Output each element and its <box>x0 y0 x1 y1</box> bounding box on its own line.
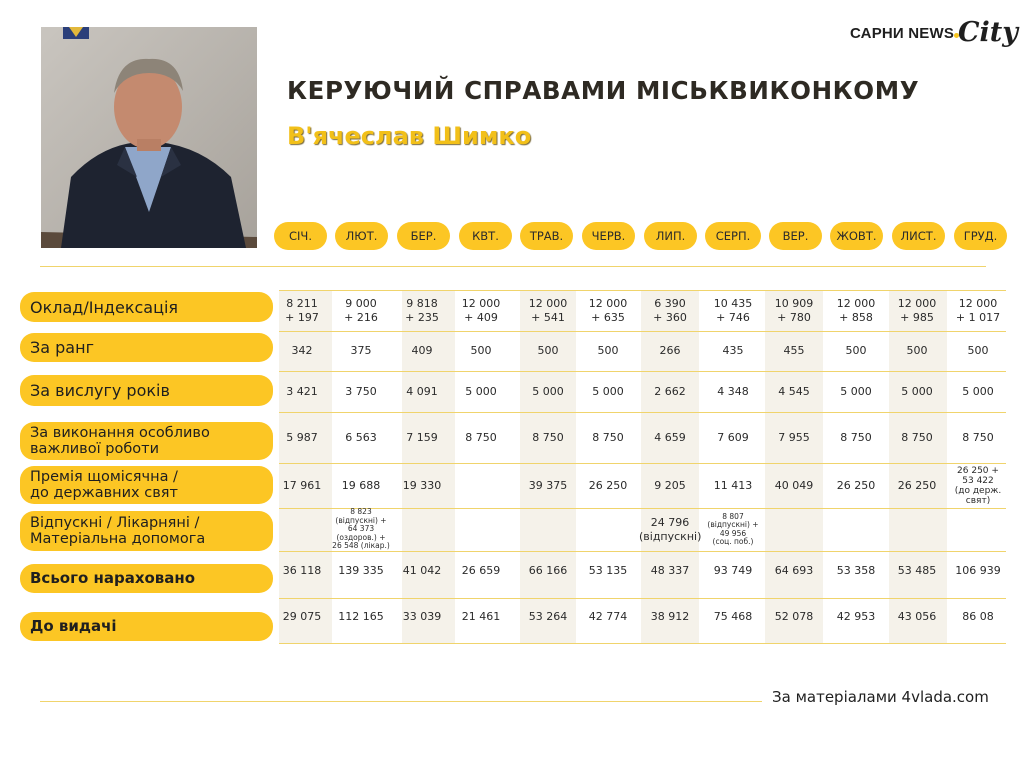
table-cell: 66 166 <box>528 563 568 577</box>
table-cell: 8 750 <box>592 430 624 444</box>
table-cell: 93 749 <box>713 563 753 577</box>
table-cell: 500 <box>845 344 867 357</box>
table-cell: 26 250 <box>836 478 876 492</box>
row-label-salary: Оклад/Індексація <box>20 292 273 322</box>
month-pill: СЕРП. <box>705 222 761 250</box>
brand-name: САРНИ NEWS <box>850 25 955 42</box>
table-cell: 86 08 <box>962 609 994 623</box>
table-cell: 75 468 <box>713 609 753 623</box>
table-cell: 12 000 + 635 <box>588 296 628 324</box>
table-cell: 41 042 <box>402 563 442 577</box>
table-cell: 9 818 + 235 <box>405 296 439 324</box>
table-cell: 7 955 <box>778 430 810 444</box>
table-cell: 9 205 <box>654 478 686 492</box>
table-cell: 39 375 <box>528 478 568 492</box>
table-cell: 11 413 <box>713 478 753 492</box>
table-cell: 12 000 + 858 <box>836 296 876 324</box>
table-cell: 19 330 <box>402 478 442 492</box>
table-cell: 409 <box>411 344 433 357</box>
row-line <box>279 412 1006 413</box>
month-pill: ЛЮТ. <box>335 222 388 250</box>
table-cell: 5 000 <box>962 384 994 398</box>
table-cell: 21 461 <box>461 609 501 623</box>
table-cell: 64 693 <box>774 563 814 577</box>
month-pill: ЛИП. <box>644 222 697 250</box>
brand-logo <box>850 17 1018 56</box>
divider <box>40 266 986 267</box>
row-line <box>279 290 1006 291</box>
table-cell: 139 335 <box>338 563 384 577</box>
month-pill: ТРАВ. <box>520 222 573 250</box>
table-cell: 342 <box>291 344 313 357</box>
table-cell: 40 049 <box>774 478 814 492</box>
row-label-total-accrued: Всього нараховано <box>20 564 273 593</box>
table-cell: 53 485 <box>897 563 937 577</box>
table-cell: 8 750 <box>962 430 994 444</box>
month-pill: ГРУД. <box>954 222 1007 250</box>
row-line <box>279 463 1006 464</box>
footer-divider <box>40 701 762 702</box>
table-cell: 53 358 <box>836 563 876 577</box>
month-pill: ЖОВТ. <box>830 222 883 250</box>
table-cell: 3 421 <box>286 384 318 398</box>
table-cell: 455 <box>783 344 805 357</box>
source-note: За матеріалами 4vlada.com <box>772 688 989 706</box>
table-cell: 6 563 <box>345 430 377 444</box>
portrait-photo <box>41 27 257 248</box>
brand-city: City <box>958 17 1018 48</box>
table-cell: 10 909 + 780 <box>774 296 814 324</box>
table-cell: 9 000 + 216 <box>344 296 378 324</box>
table-cell: 43 056 <box>897 609 937 623</box>
row-label-rank: За ранг <box>20 333 273 362</box>
table-cell: 5 000 <box>592 384 624 398</box>
table-cell: 26 250 <box>588 478 628 492</box>
table-cell: 24 796 (відпускні) <box>639 515 702 543</box>
row-label-bonus: Премія щомісячна / до державних свят <box>20 466 273 504</box>
table-cell: 8 750 <box>465 430 497 444</box>
table-cell: 26 659 <box>461 563 501 577</box>
table-cell: 26 250 <box>897 478 937 492</box>
table-cell: 12 000 + 985 <box>897 296 937 324</box>
table-cell: 52 078 <box>774 609 814 623</box>
table-cell: 36 118 <box>282 563 322 577</box>
table-cell: 12 000 + 541 <box>528 296 568 324</box>
table-cell: 3 750 <box>345 384 377 398</box>
table-cell: 500 <box>597 344 619 357</box>
table-cell: 500 <box>967 344 989 357</box>
table-cell: 42 953 <box>836 609 876 623</box>
table-cell: 500 <box>470 344 492 357</box>
table-cell: 17 961 <box>282 478 322 492</box>
month-pill: ВЕР. <box>769 222 822 250</box>
table-cell: 10 435 + 746 <box>713 296 753 324</box>
month-pill: ЧЕРВ. <box>582 222 635 250</box>
table-cell: 4 545 <box>778 384 810 398</box>
person-name: В'ячеслав Шимко <box>287 122 532 150</box>
table-cell: 5 000 <box>901 384 933 398</box>
table-cell: 42 774 <box>588 609 628 623</box>
row-label-vacation: Відпускні / Лікарняні / Матеріальна допомога <box>20 511 273 551</box>
table-cell: 53 264 <box>528 609 568 623</box>
table-cell: 8 750 <box>901 430 933 444</box>
table-cell: 7 159 <box>406 430 438 444</box>
table-cell: 2 662 <box>654 384 686 398</box>
table-cell: 375 <box>350 344 372 357</box>
table-cell: 29 075 <box>282 609 322 623</box>
table-cell: 38 912 <box>650 609 690 623</box>
table-cell: 4 348 <box>717 384 749 398</box>
table-cell: 33 039 <box>402 609 442 623</box>
row-line <box>279 371 1006 372</box>
row-line <box>279 331 1006 332</box>
table-cell: 7 609 <box>717 430 749 444</box>
row-line <box>279 643 1006 644</box>
table-cell: 500 <box>906 344 928 357</box>
table-cell: 4 091 <box>406 384 438 398</box>
month-pill: СІЧ. <box>274 222 327 250</box>
table-cell: 5 000 <box>532 384 564 398</box>
table-cell: 5 000 <box>465 384 497 398</box>
table-cell: 5 000 <box>840 384 872 398</box>
month-pill: БЕР. <box>397 222 450 250</box>
table-cell: 8 750 <box>840 430 872 444</box>
row-label-special-work: За виконання особливо важливої роботи <box>20 422 273 460</box>
table-cell: 8 823 (відпускні) + 64 373 (оздоров.) + 26 548 (лікар.) <box>332 507 390 551</box>
row-line <box>279 598 1006 599</box>
row-label-seniority: За вислугу років <box>20 375 273 406</box>
row-line <box>279 551 1006 552</box>
table-cell: 112 165 <box>338 609 384 623</box>
table-cell: 4 659 <box>654 430 686 444</box>
table-cell: 8 807 (відпускні) + 49 956 (соц. поб.) <box>707 511 759 546</box>
table-cell: 5 987 <box>286 430 318 444</box>
table-cell: 12 000 + 1 017 <box>955 296 1001 324</box>
table-cell: 8 211 + 197 <box>285 296 319 324</box>
table-cell: 19 688 <box>341 478 381 492</box>
position-title: КЕРУЮЧИЙ СПРАВАМИ МІСЬКВИКОНКОМУ <box>287 76 920 105</box>
table-cell: 8 750 <box>532 430 564 444</box>
table-cell: 6 390 + 360 <box>653 296 687 324</box>
table-cell: 26 250 + 53 422 (до держ. свят) <box>954 465 1002 506</box>
table-cell: 106 939 <box>955 563 1001 577</box>
table-cell: 266 <box>659 344 681 357</box>
table-cell: 53 135 <box>588 563 628 577</box>
table-cell: 48 337 <box>650 563 690 577</box>
row-label-net-payout: До видачі <box>20 612 273 641</box>
month-pill: ЛИСТ. <box>892 222 945 250</box>
month-pill: КВТ. <box>459 222 512 250</box>
table-cell: 12 000 + 409 <box>461 296 501 324</box>
table-cell: 500 <box>537 344 559 357</box>
table-cell: 435 <box>722 344 744 357</box>
